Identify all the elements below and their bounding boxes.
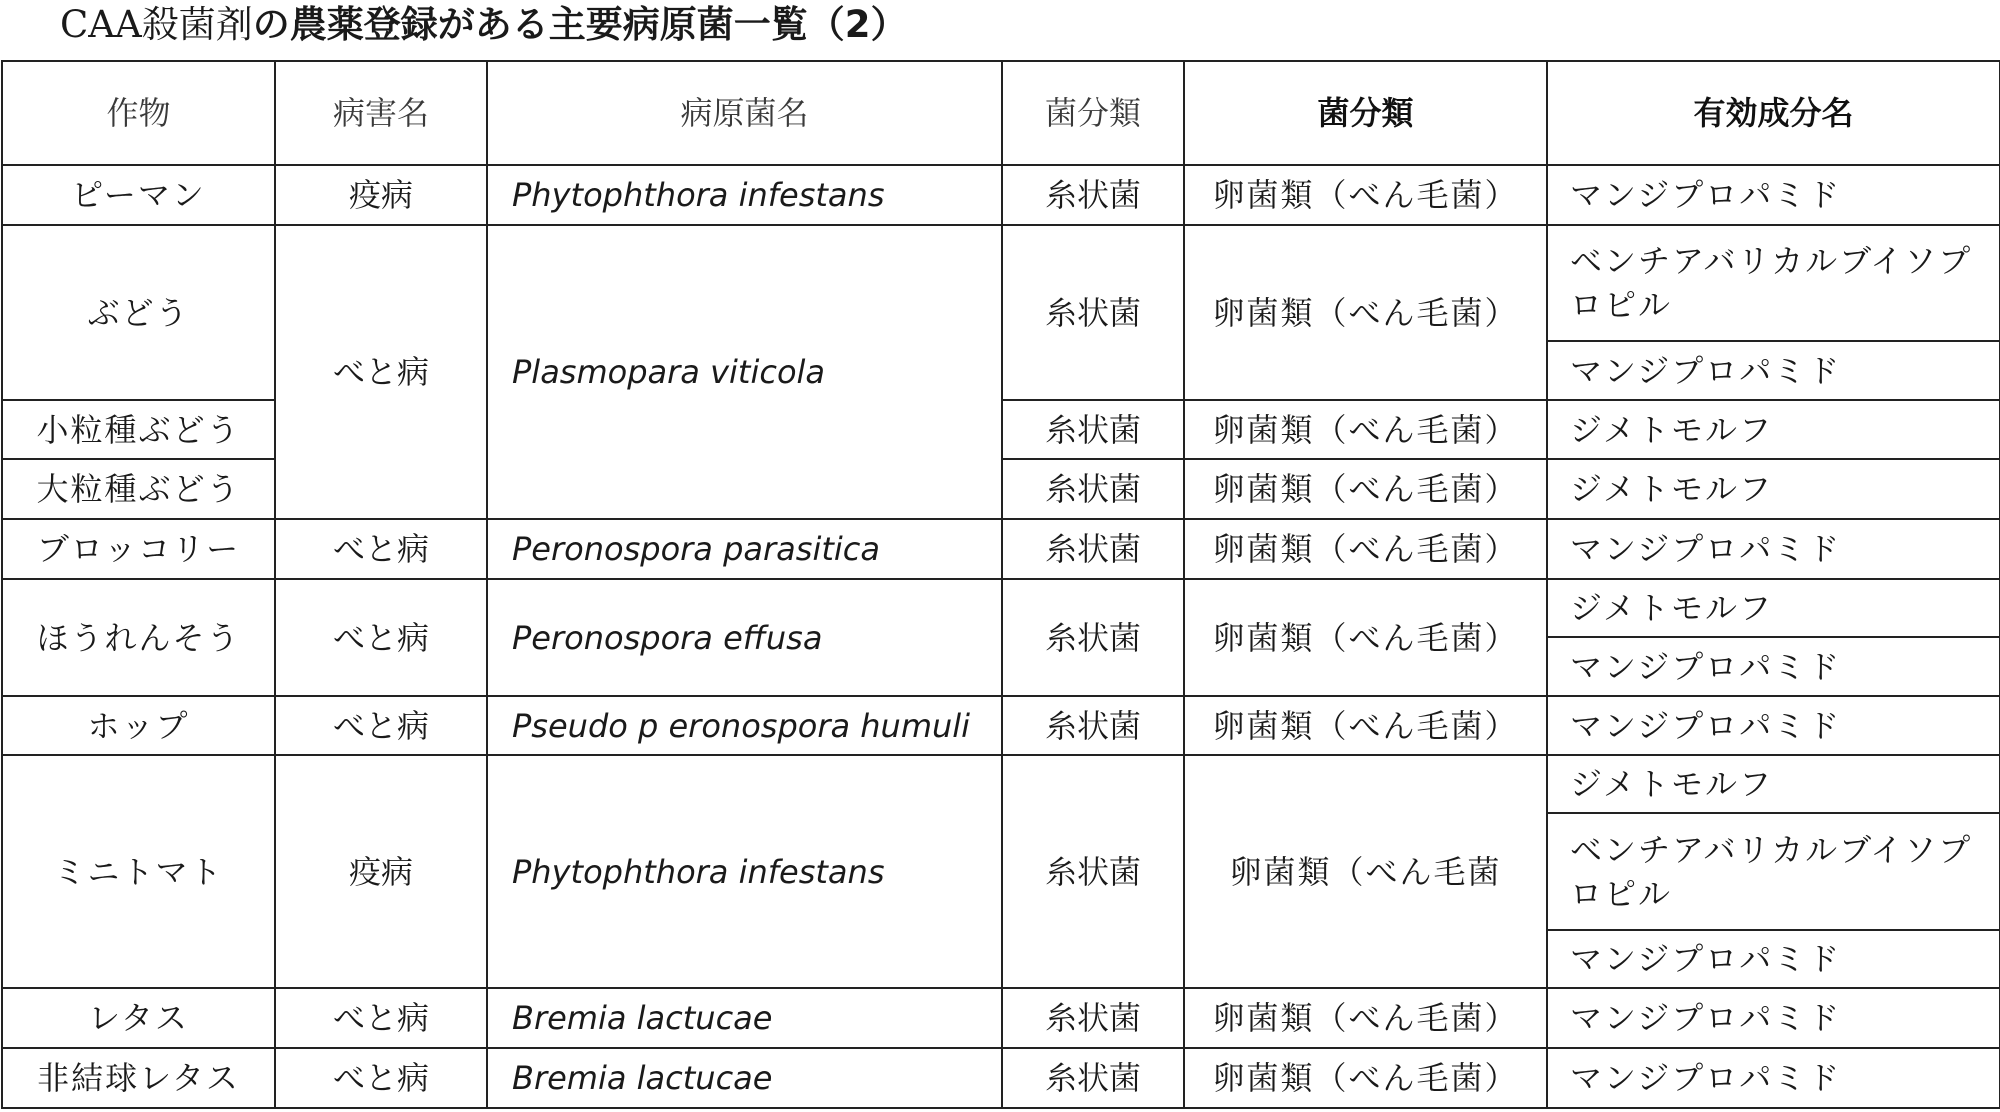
class-cell: 糸状菌 [1002,988,1184,1048]
disease-cell: べと病 [275,519,487,579]
crop-cell: ピーマン [2,165,275,225]
crop-cell: ミニトマト [2,755,275,988]
class-cell: 糸状菌 [1002,165,1184,225]
class2-cell: 卵菌類（べん毛菌） [1184,696,1547,755]
class2-cell: 卵菌類（べん毛菌） [1184,988,1547,1048]
pathogen-cell: Phytophthora infestans [487,165,1002,225]
disease-cell: 疫病 [275,165,487,225]
pathogen-cell: Pseudo p eronospora humuli [487,696,1002,755]
class2-cell: 卵菌類（べん毛菌） [1184,519,1547,579]
disease-cell: 疫病 [275,755,487,988]
ingredient-cell: ジメトモルフ [1547,755,2000,813]
pathogen-cell: Peronospora effusa [487,579,1002,696]
class-cell: 糸状菌 [1002,519,1184,579]
table-row [2,988,2000,1048]
ingredient-cell: マンジプロパミド [1547,637,2000,696]
crop-cell: レタス [2,988,275,1048]
class2-cell: 卵菌類（べん毛菌 [1184,755,1547,988]
ingredient-cell: ジメトモルフ [1547,579,2000,637]
crop-cell: ブロッコリー [2,519,275,579]
table-row [2,696,2000,755]
header-fungus-class-2: 菌分類 [1184,61,1547,165]
table-row [2,1048,2000,1108]
ingredient-cell: マンジプロパミド [1547,519,2000,579]
ingredient-cell: マンジプロパミド [1547,930,2000,988]
class-cell: 糸状菌 [1002,225,1184,400]
crop-cell: 非結球レタス [2,1048,275,1108]
page-title [60,0,908,50]
ingredient-cell: ベンチアバリカルブイソプロピル [1547,813,2000,930]
crop-cell: 大粒種ぶどう [2,459,275,519]
table-row [2,519,2000,579]
class2-cell: 卵菌類（べん毛菌） [1184,459,1547,519]
class2-cell: 卵菌類（べん毛菌） [1184,400,1547,459]
disease-cell: べと病 [275,225,487,519]
title-main: の農薬登録がある主要病原菌一覧（2） [252,3,908,46]
class2-cell: 卵菌類（べん毛菌） [1184,225,1547,400]
class-cell: 糸状菌 [1002,755,1184,988]
header-pathogen: 病原菌名 [487,61,1002,165]
crop-cell: ホップ [2,696,275,755]
table-row [2,755,2000,813]
class-cell: 糸状菌 [1002,579,1184,696]
disease-cell: べと病 [275,579,487,696]
disease-cell: べと病 [275,988,487,1048]
ingredient-cell: ジメトモルフ [1547,400,2000,459]
crop-cell: ほうれんそう [2,579,275,696]
table-row [2,165,2000,225]
pathogen-table [1,60,2000,1109]
disease-cell: べと病 [275,696,487,755]
pathogen-cell: Bremia lactucae [487,988,1002,1048]
class2-cell: 卵菌類（べん毛菌） [1184,579,1547,696]
pathogen-cell: Plasmopara viticola [487,225,1002,519]
header-fungus-class: 菌分類 [1002,61,1184,165]
class-cell: 糸状菌 [1002,1048,1184,1108]
class2-cell: 卵菌類（べん毛菌） [1184,1048,1547,1108]
disease-cell: べと病 [275,1048,487,1108]
crop-cell: 小粒種ぶどう [2,400,275,459]
header-row [2,61,2000,165]
pathogen-cell: Phytophthora infestans [487,755,1002,988]
class2-cell: 卵菌類（べん毛菌） [1184,165,1547,225]
ingredient-cell: マンジプロパミド [1547,341,2000,400]
ingredient-cell: マンジプロパミド [1547,1048,2000,1108]
ingredient-cell: マンジプロパミド [1547,696,2000,755]
ingredient-cell: ベンチアバリカルブイソプロピル [1547,225,2000,341]
header-active-ingredient: 有効成分名 [1547,61,2000,165]
ingredient-cell: マンジプロパミド [1547,165,2000,225]
class-cell: 糸状菌 [1002,696,1184,755]
ingredient-cell: ジメトモルフ [1547,459,2000,519]
crop-cell: ぶどう [2,225,275,400]
header-disease: 病害名 [275,61,487,165]
ingredient-cell: マンジプロパミド [1547,988,2000,1048]
title-prefix: CAA殺菌剤 [60,3,253,46]
pathogen-cell: Bremia lactucae [487,1048,1002,1108]
class-cell: 糸状菌 [1002,400,1184,459]
table-row [2,225,2000,341]
header-crop: 作物 [2,61,275,165]
class-cell: 糸状菌 [1002,459,1184,519]
pathogen-cell: Peronospora parasitica [487,519,1002,579]
table-row [2,579,2000,637]
